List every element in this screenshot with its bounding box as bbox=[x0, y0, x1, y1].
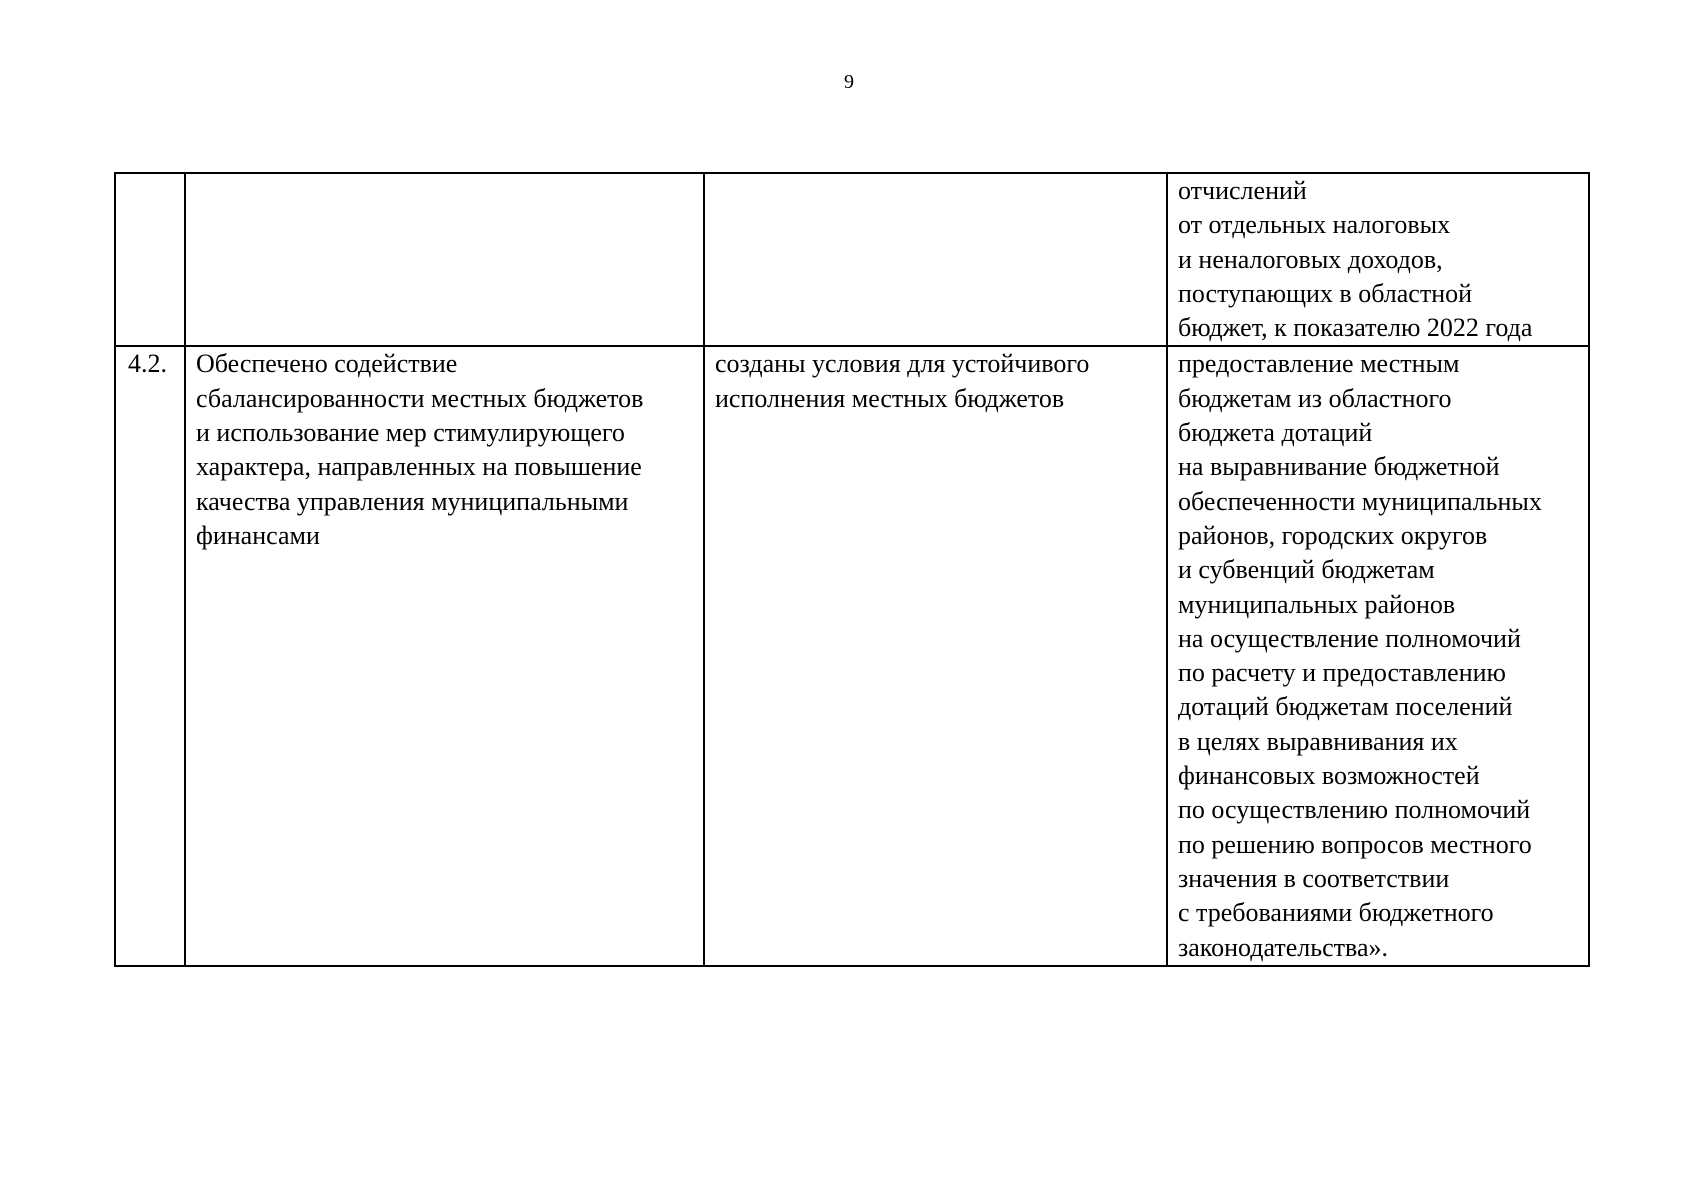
page-number: 9 bbox=[844, 71, 854, 93]
result-cell: Обеспечено содействие сбалансированности местных бюджетов и использование мер стимулирующего характера, направленных на повышение качества управления муниципальными финансами bbox=[185, 346, 704, 965]
indicator-cell: предоставление местным бюджетам из областного бюджета дотаций на выравнивание бюджетной обеспеченности муниципальных районов, городских округов и субвенций бюджетам муниципальных районов на осуществление полномочий по расчету и предоставлению дотаций бюджетам поселений в целях выравнивания их финансовых возможностей по осуществлению полномочий по решению вопросов местного значения в соответствии с требованиями бюджетного законодательства». bbox=[1167, 346, 1589, 965]
document-table bbox=[114, 172, 1590, 967]
effect-cell bbox=[704, 173, 1167, 346]
effect-cell: созданы условия для устойчивого исполнения местных бюджетов bbox=[704, 346, 1167, 965]
indicator-cell: отчислений от отдельных налоговых и неналоговых доходов, поступающих в областной бюджет, к показателю 2022 года bbox=[1167, 173, 1589, 346]
row-number-cell bbox=[115, 173, 185, 346]
table-row-continued bbox=[115, 173, 1589, 346]
result-cell bbox=[185, 173, 704, 346]
row-number-cell: 4.2. bbox=[115, 346, 185, 965]
table-row-4-2 bbox=[115, 346, 1589, 965]
